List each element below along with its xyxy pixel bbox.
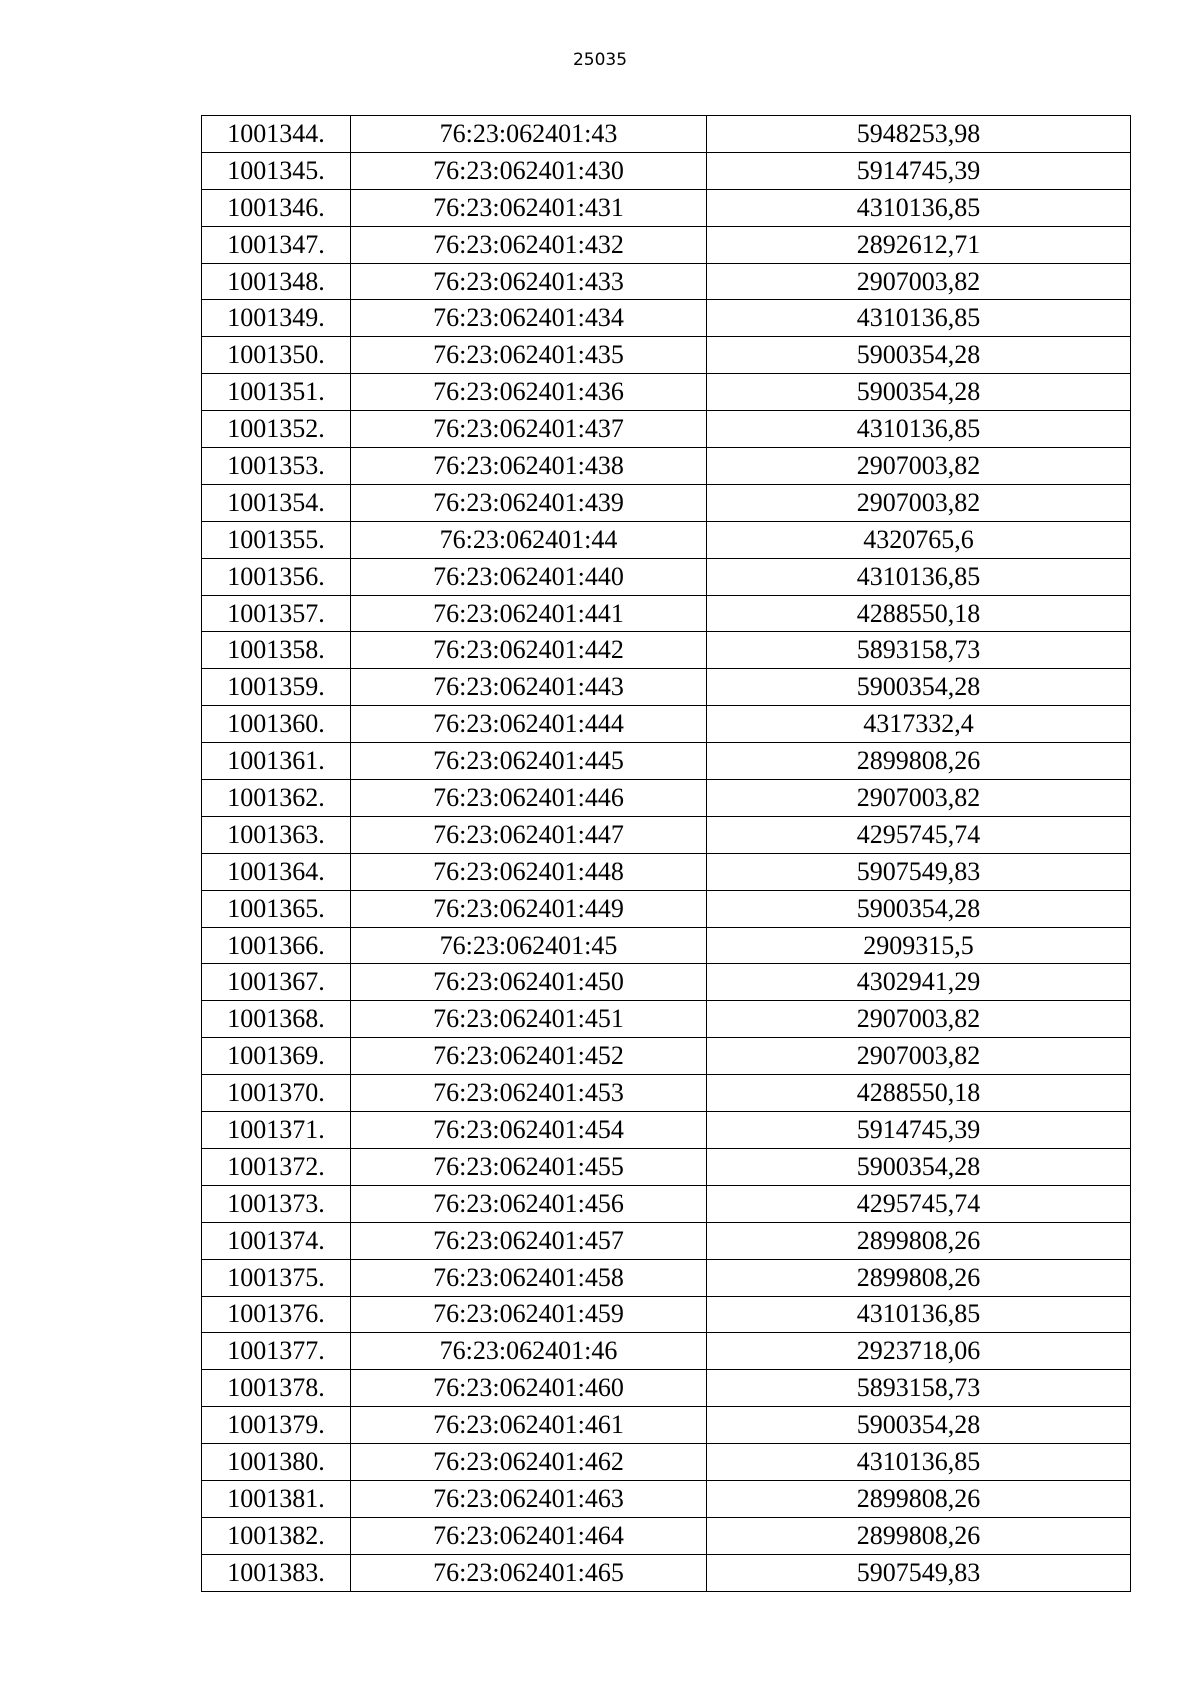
row-number-cell: 1001370. (202, 1075, 351, 1112)
value-cell: 2899808,26 (707, 743, 1131, 780)
value-cell: 2907003,82 (707, 448, 1131, 485)
value-cell: 2907003,82 (707, 1001, 1131, 1038)
table-row (202, 1370, 1131, 1407)
cadastral-number-cell: 76:23:062401:436 (351, 374, 707, 411)
table-row (202, 1333, 1131, 1370)
cadastral-number-cell: 76:23:062401:445 (351, 743, 707, 780)
table-row (202, 558, 1131, 595)
row-number-cell: 1001350. (202, 337, 351, 374)
row-number-cell: 1001379. (202, 1407, 351, 1444)
cadastral-number-cell: 76:23:062401:448 (351, 853, 707, 890)
cadastral-number-cell: 76:23:062401:456 (351, 1185, 707, 1222)
row-number-cell: 1001362. (202, 780, 351, 817)
row-number-cell: 1001371. (202, 1112, 351, 1149)
records-table (201, 115, 1131, 1592)
row-number-cell: 1001376. (202, 1296, 351, 1333)
table-row (202, 1038, 1131, 1075)
cadastral-number-cell: 76:23:062401:434 (351, 300, 707, 337)
cadastral-number-cell: 76:23:062401:438 (351, 448, 707, 485)
row-number-cell: 1001358. (202, 632, 351, 669)
table-row (202, 1075, 1131, 1112)
table-row (202, 1517, 1131, 1554)
value-cell: 4317332,4 (707, 706, 1131, 743)
cadastral-number-cell: 76:23:062401:44 (351, 521, 707, 558)
value-cell: 5900354,28 (707, 669, 1131, 706)
table-row (202, 669, 1131, 706)
value-cell: 5948253,98 (707, 116, 1131, 153)
table-row (202, 1444, 1131, 1481)
table-row (202, 743, 1131, 780)
row-number-cell: 1001355. (202, 521, 351, 558)
table-row (202, 780, 1131, 817)
table-row (202, 374, 1131, 411)
cadastral-number-cell: 76:23:062401:465 (351, 1554, 707, 1591)
table-row (202, 816, 1131, 853)
value-cell: 4288550,18 (707, 595, 1131, 632)
cadastral-number-cell: 76:23:062401:458 (351, 1259, 707, 1296)
value-cell: 4310136,85 (707, 1444, 1131, 1481)
value-cell: 4320765,6 (707, 521, 1131, 558)
cadastral-number-cell: 76:23:062401:446 (351, 780, 707, 817)
table-row (202, 263, 1131, 300)
cadastral-number-cell: 76:23:062401:46 (351, 1333, 707, 1370)
row-number-cell: 1001356. (202, 558, 351, 595)
table-row (202, 300, 1131, 337)
table-row (202, 521, 1131, 558)
value-cell: 2909315,5 (707, 927, 1131, 964)
row-number-cell: 1001374. (202, 1222, 351, 1259)
cadastral-number-cell: 76:23:062401:453 (351, 1075, 707, 1112)
table-row (202, 484, 1131, 521)
table-row (202, 1480, 1131, 1517)
cadastral-number-cell: 76:23:062401:441 (351, 595, 707, 632)
value-cell: 4295745,74 (707, 1185, 1131, 1222)
table-row (202, 411, 1131, 448)
row-number-cell: 1001380. (202, 1444, 351, 1481)
row-number-cell: 1001361. (202, 743, 351, 780)
cadastral-number-cell: 76:23:062401:461 (351, 1407, 707, 1444)
cadastral-number-cell: 76:23:062401:450 (351, 964, 707, 1001)
row-number-cell: 1001373. (202, 1185, 351, 1222)
value-cell: 2899808,26 (707, 1517, 1131, 1554)
value-cell: 4295745,74 (707, 816, 1131, 853)
value-cell: 2907003,82 (707, 1038, 1131, 1075)
table-row (202, 116, 1131, 153)
table-row (202, 1148, 1131, 1185)
value-cell: 2923718,06 (707, 1333, 1131, 1370)
value-cell: 5900354,28 (707, 1407, 1131, 1444)
table-row (202, 226, 1131, 263)
row-number-cell: 1001364. (202, 853, 351, 890)
table-row (202, 964, 1131, 1001)
row-number-cell: 1001368. (202, 1001, 351, 1038)
cadastral-number-cell: 76:23:062401:430 (351, 152, 707, 189)
value-cell: 5914745,39 (707, 1112, 1131, 1149)
row-number-cell: 1001363. (202, 816, 351, 853)
table-row (202, 1222, 1131, 1259)
table-row (202, 706, 1131, 743)
row-number-cell: 1001381. (202, 1480, 351, 1517)
cadastral-number-cell: 76:23:062401:442 (351, 632, 707, 669)
table-row (202, 448, 1131, 485)
table-row (202, 152, 1131, 189)
value-cell: 5907549,83 (707, 853, 1131, 890)
table-row (202, 1259, 1131, 1296)
row-number-cell: 1001377. (202, 1333, 351, 1370)
value-cell: 2907003,82 (707, 263, 1131, 300)
value-cell: 5900354,28 (707, 1148, 1131, 1185)
value-cell: 5900354,28 (707, 890, 1131, 927)
records-table-body (202, 116, 1131, 1592)
value-cell: 2899808,26 (707, 1222, 1131, 1259)
value-cell: 2892612,71 (707, 226, 1131, 263)
table-row (202, 890, 1131, 927)
table-row (202, 189, 1131, 226)
table-row (202, 595, 1131, 632)
table-row (202, 1001, 1131, 1038)
table-row (202, 1112, 1131, 1149)
row-number-cell: 1001345. (202, 152, 351, 189)
row-number-cell: 1001369. (202, 1038, 351, 1075)
table-row (202, 1554, 1131, 1591)
cadastral-number-cell: 76:23:062401:444 (351, 706, 707, 743)
row-number-cell: 1001382. (202, 1517, 351, 1554)
value-cell: 5907549,83 (707, 1554, 1131, 1591)
value-cell: 2907003,82 (707, 484, 1131, 521)
value-cell: 2899808,26 (707, 1480, 1131, 1517)
value-cell: 4310136,85 (707, 300, 1131, 337)
row-number-cell: 1001353. (202, 448, 351, 485)
value-cell: 2899808,26 (707, 1259, 1131, 1296)
cadastral-number-cell: 76:23:062401:43 (351, 116, 707, 153)
cadastral-number-cell: 76:23:062401:432 (351, 226, 707, 263)
value-cell: 4310136,85 (707, 189, 1131, 226)
value-cell: 4288550,18 (707, 1075, 1131, 1112)
row-number-cell: 1001347. (202, 226, 351, 263)
cadastral-number-cell: 76:23:062401:464 (351, 1517, 707, 1554)
value-cell: 5900354,28 (707, 374, 1131, 411)
row-number-cell: 1001365. (202, 890, 351, 927)
row-number-cell: 1001344. (202, 116, 351, 153)
row-number-cell: 1001372. (202, 1148, 351, 1185)
row-number-cell: 1001367. (202, 964, 351, 1001)
value-cell: 5914745,39 (707, 152, 1131, 189)
cadastral-number-cell: 76:23:062401:460 (351, 1370, 707, 1407)
table-row (202, 1407, 1131, 1444)
row-number-cell: 1001346. (202, 189, 351, 226)
value-cell: 5893158,73 (707, 1370, 1131, 1407)
row-number-cell: 1001366. (202, 927, 351, 964)
cadastral-number-cell: 76:23:062401:462 (351, 1444, 707, 1481)
cadastral-number-cell: 76:23:062401:45 (351, 927, 707, 964)
table-row (202, 853, 1131, 890)
row-number-cell: 1001348. (202, 263, 351, 300)
value-cell: 5900354,28 (707, 337, 1131, 374)
table-row (202, 632, 1131, 669)
cadastral-number-cell: 76:23:062401:447 (351, 816, 707, 853)
cadastral-number-cell: 76:23:062401:455 (351, 1148, 707, 1185)
row-number-cell: 1001354. (202, 484, 351, 521)
row-number-cell: 1001359. (202, 669, 351, 706)
row-number-cell: 1001383. (202, 1554, 351, 1591)
cadastral-number-cell: 76:23:062401:440 (351, 558, 707, 595)
row-number-cell: 1001357. (202, 595, 351, 632)
table-row (202, 337, 1131, 374)
cadastral-number-cell: 76:23:062401:454 (351, 1112, 707, 1149)
cadastral-number-cell: 76:23:062401:443 (351, 669, 707, 706)
row-number-cell: 1001351. (202, 374, 351, 411)
table-row (202, 1296, 1131, 1333)
cadastral-number-cell: 76:23:062401:459 (351, 1296, 707, 1333)
cadastral-number-cell: 76:23:062401:449 (351, 890, 707, 927)
value-cell: 4302941,29 (707, 964, 1131, 1001)
cadastral-number-cell: 76:23:062401:439 (351, 484, 707, 521)
cadastral-number-cell: 76:23:062401:435 (351, 337, 707, 374)
cadastral-number-cell: 76:23:062401:452 (351, 1038, 707, 1075)
table-row (202, 927, 1131, 964)
cadastral-number-cell: 76:23:062401:433 (351, 263, 707, 300)
value-cell: 4310136,85 (707, 558, 1131, 595)
row-number-cell: 1001360. (202, 706, 351, 743)
value-cell: 4310136,85 (707, 411, 1131, 448)
row-number-cell: 1001352. (202, 411, 351, 448)
page-number: 25035 (572, 50, 628, 70)
value-cell: 5893158,73 (707, 632, 1131, 669)
cadastral-number-cell: 76:23:062401:457 (351, 1222, 707, 1259)
cadastral-number-cell: 76:23:062401:437 (351, 411, 707, 448)
row-number-cell: 1001378. (202, 1370, 351, 1407)
value-cell: 2907003,82 (707, 780, 1131, 817)
value-cell: 4310136,85 (707, 1296, 1131, 1333)
cadastral-number-cell: 76:23:062401:451 (351, 1001, 707, 1038)
cadastral-number-cell: 76:23:062401:431 (351, 189, 707, 226)
table-row (202, 1185, 1131, 1222)
row-number-cell: 1001349. (202, 300, 351, 337)
cadastral-number-cell: 76:23:062401:463 (351, 1480, 707, 1517)
row-number-cell: 1001375. (202, 1259, 351, 1296)
